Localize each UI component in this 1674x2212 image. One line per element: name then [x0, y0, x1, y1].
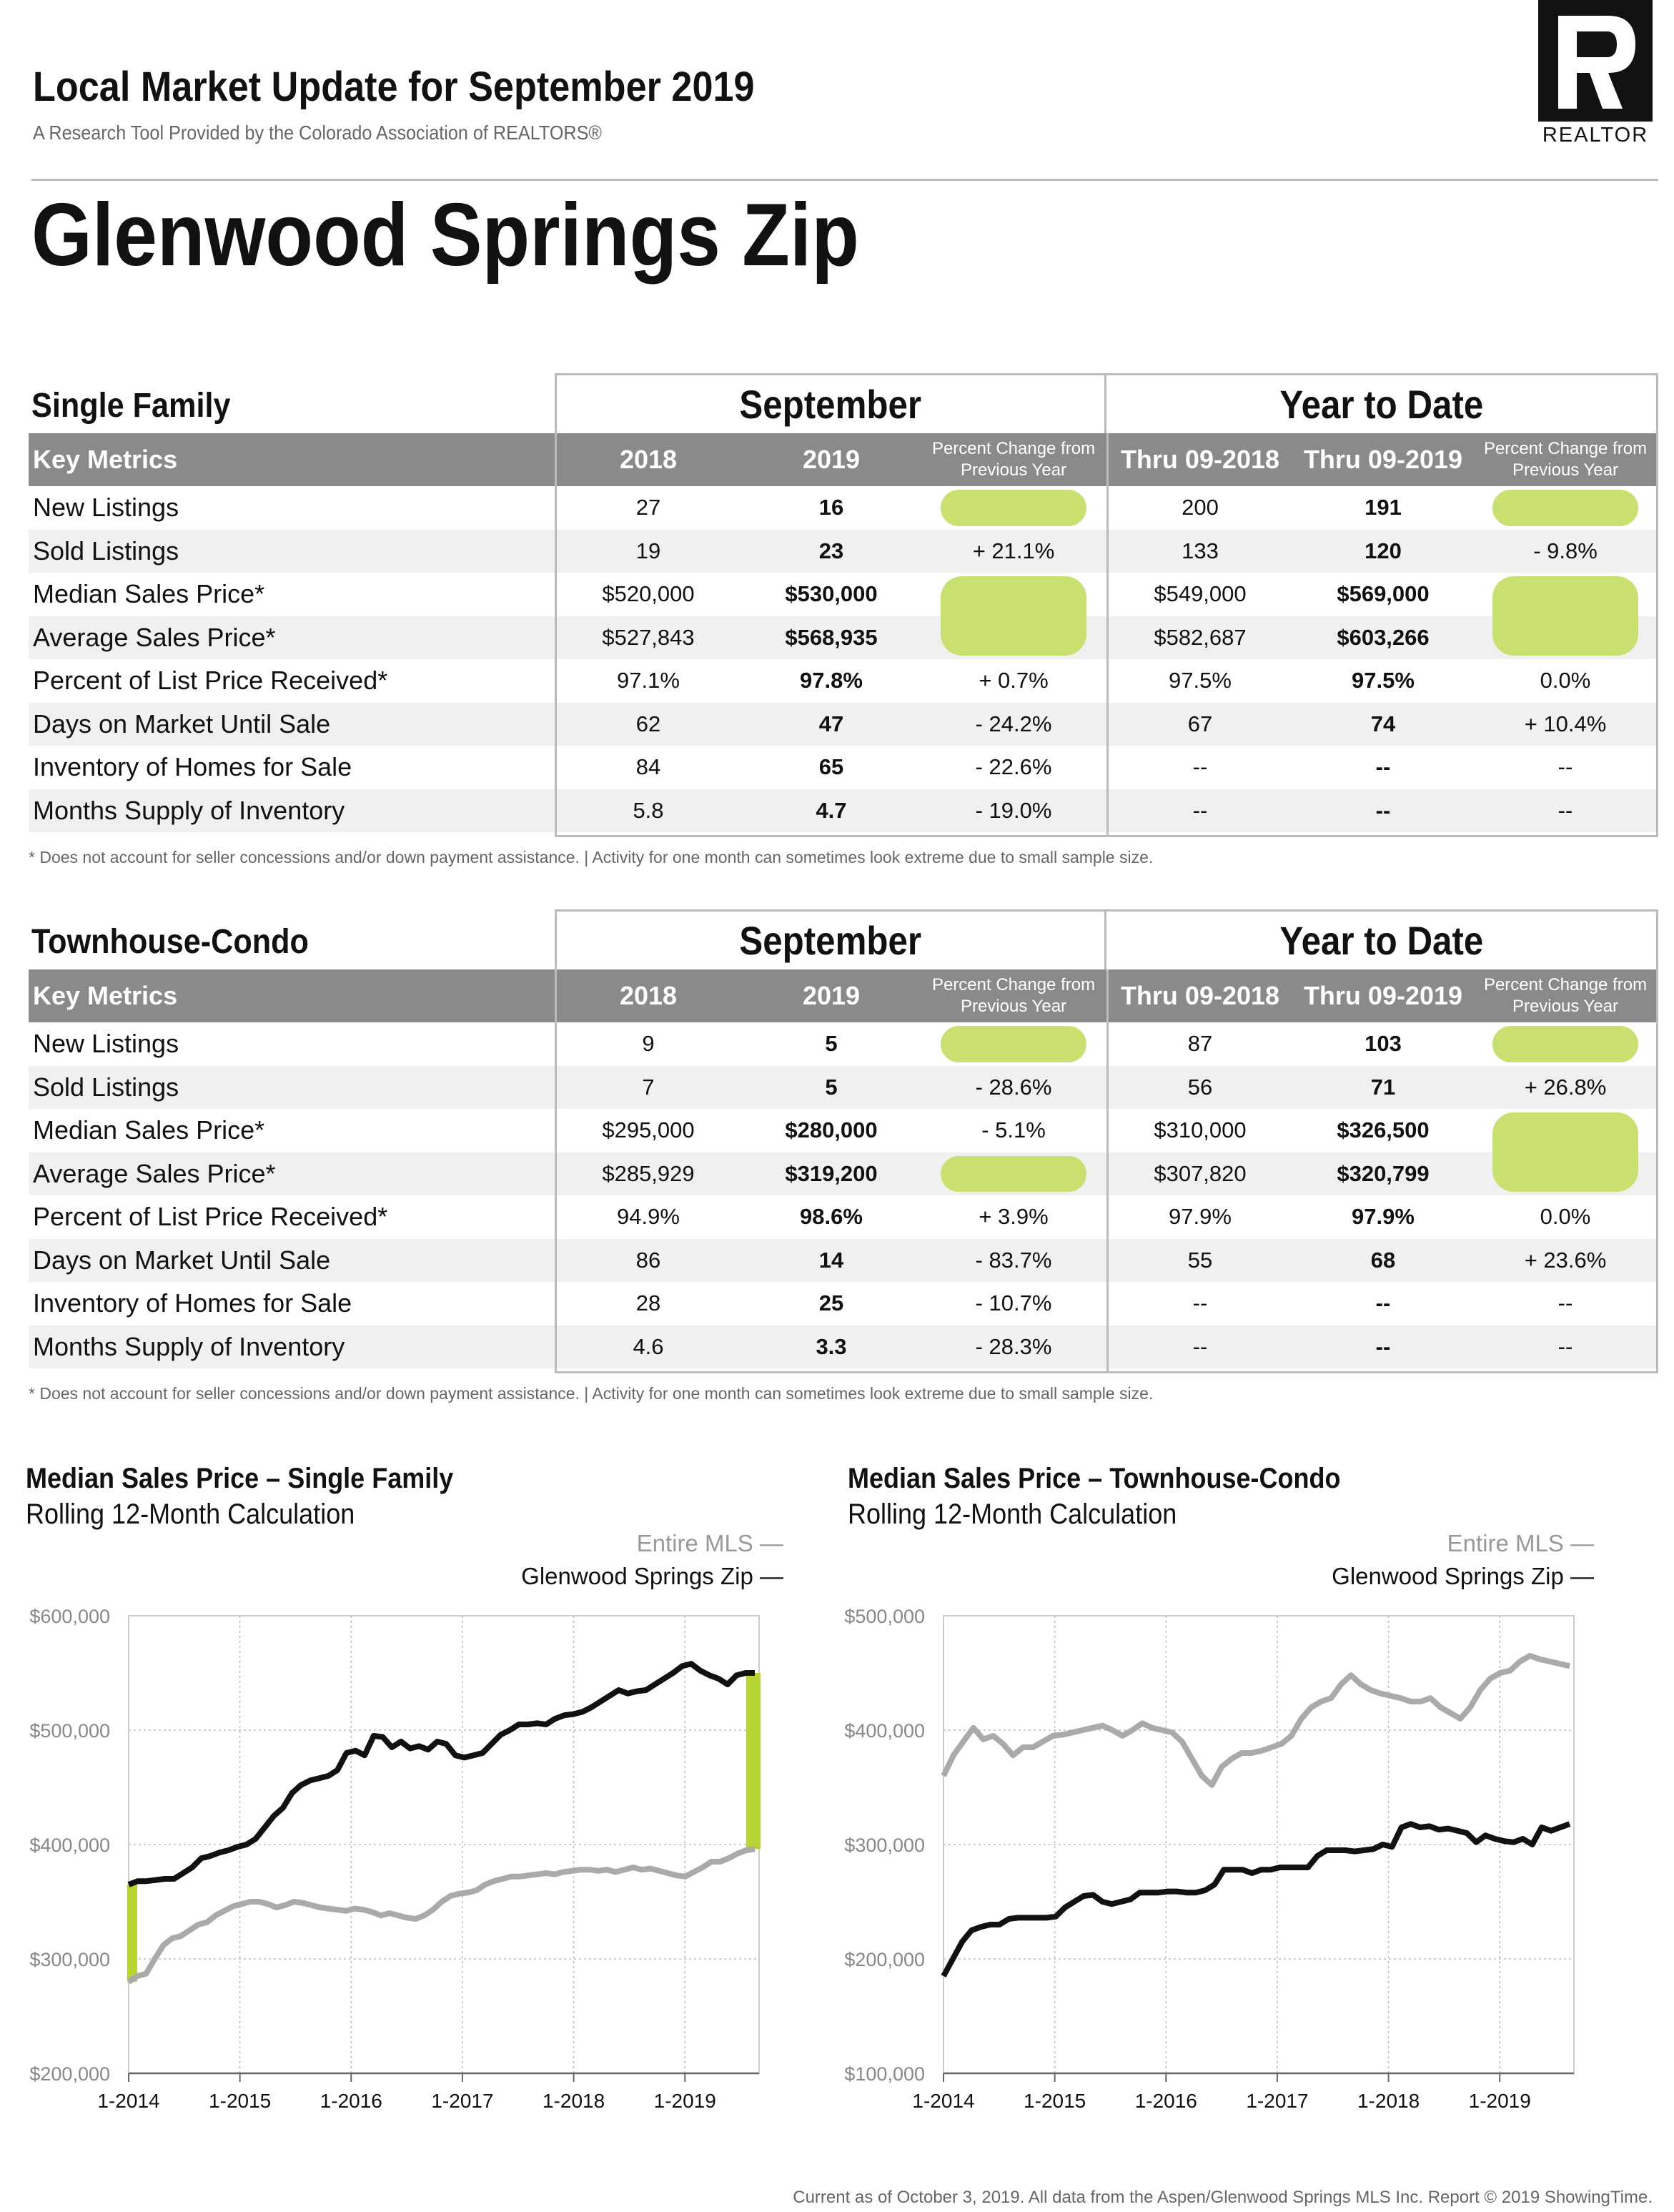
- col-pct-change-month: Percent Change from Previous Year: [931, 439, 1096, 480]
- metric-label: Days on Market Until Sale: [33, 708, 331, 739]
- metric-label: Average Sales Price*: [33, 622, 276, 652]
- value-2018: $520,000: [602, 581, 695, 607]
- chart-subtitle: Rolling 12-Month Calculation: [26, 1498, 355, 1530]
- x-tick-label: 1-2016: [320, 2090, 382, 2112]
- metric-label: New Listings: [33, 493, 179, 523]
- x-tick-label: 1-2014: [912, 2090, 975, 2112]
- value-thru-2019: 191: [1365, 495, 1402, 520]
- group-header-month: September: [555, 373, 1106, 433]
- pct-change-month: - 19.0%: [975, 797, 1052, 823]
- pct-change-ytd: 0.0%: [1540, 668, 1591, 693]
- pct-change-ytd: + 26.8%: [1524, 1074, 1607, 1100]
- value-thru-2018: $310,000: [1154, 1117, 1247, 1143]
- pct-change-ytd: --: [1557, 797, 1573, 823]
- value-2018: 62: [635, 711, 661, 736]
- y-tick-label: $200,000: [29, 2063, 110, 2085]
- value-thru-2019: $603,266: [1337, 624, 1430, 650]
- table-row: [29, 746, 1658, 789]
- value-2018: 19: [635, 538, 661, 563]
- pct-change-month: - 24.2%: [975, 711, 1052, 736]
- y-tick-label: $600,000: [29, 1606, 110, 1627]
- table-footnote: * Does not account for seller concessions and/or down payment assistance. | Activity for one month can sometimes look extreme due to small sample size.: [29, 1384, 1154, 1403]
- col-thru-2019: Thru 09-2019: [1303, 981, 1463, 1010]
- pct-change-ytd: --: [1557, 1290, 1573, 1316]
- pct-change-month: - 28.6%: [975, 1074, 1052, 1100]
- value-thru-2019: 97.9%: [1352, 1204, 1415, 1230]
- header-divider: [31, 179, 1658, 181]
- value-thru-2018: 200: [1182, 495, 1219, 520]
- gap-highlight-start: [127, 1885, 137, 1982]
- pct-change-ytd: + 10.4%: [1524, 711, 1607, 736]
- value-thru-2019: --: [1375, 797, 1391, 823]
- value-2018: 97.1%: [617, 668, 680, 693]
- value-thru-2019: 97.5%: [1352, 668, 1415, 693]
- col-2019: 2019: [802, 445, 861, 474]
- metric-label: Median Sales Price*: [33, 1115, 265, 1145]
- value-thru-2019: 103: [1365, 1031, 1402, 1057]
- value-thru-2018: --: [1192, 1290, 1208, 1316]
- change-highlight: [941, 1156, 1086, 1193]
- value-thru-2019: --: [1375, 1290, 1391, 1316]
- value-thru-2018: 87: [1187, 1031, 1213, 1057]
- value-2018: 27: [635, 495, 661, 520]
- col-thru-2019: Thru 09-2019: [1303, 445, 1463, 474]
- column-header-row: [29, 433, 1658, 486]
- value-thru-2019: 68: [1370, 1247, 1396, 1273]
- value-thru-2018: 67: [1187, 711, 1213, 736]
- value-thru-2018: --: [1192, 754, 1208, 780]
- realtor-logo: [1522, 0, 1658, 150]
- table-row: [29, 573, 1658, 616]
- value-thru-2018: --: [1192, 797, 1208, 823]
- value-2019: 23: [818, 538, 844, 563]
- y-tick-label: $300,000: [29, 1949, 110, 1970]
- value-2018: 84: [635, 754, 661, 780]
- value-2018: 86: [635, 1247, 661, 1273]
- table-row: [29, 1239, 1658, 1283]
- value-2019: $319,200: [785, 1160, 878, 1186]
- pct-change-month: - 22.6%: [975, 754, 1052, 780]
- gap-highlight-end: [746, 1673, 761, 1849]
- table-row: [29, 1282, 1658, 1325]
- value-2019: $280,000: [785, 1117, 878, 1143]
- x-tick-label: 1-2018: [542, 2090, 605, 2112]
- column-header-row: [29, 969, 1658, 1022]
- x-tick-label: 1-2019: [653, 2090, 716, 2112]
- value-2018: 94.9%: [617, 1204, 680, 1230]
- area-title: Glenwood Springs Zip: [31, 186, 859, 285]
- change-highlight: [1492, 576, 1638, 656]
- metric-label: Inventory of Homes for Sale: [33, 752, 352, 782]
- single-family-table: [29, 373, 1658, 838]
- group-header-ytd: Year to Date: [1106, 373, 1658, 433]
- value-thru-2018: $582,687: [1154, 624, 1247, 650]
- legend-area: Glenwood Springs Zip —: [1332, 1563, 1594, 1589]
- svg-text:REALTOR: REALTOR: [1542, 124, 1649, 147]
- x-tick-label: 1-2017: [431, 2090, 494, 2112]
- pct-change-month: + 3.9%: [979, 1204, 1049, 1230]
- value-thru-2018: 55: [1187, 1247, 1213, 1273]
- change-highlight: [941, 576, 1086, 656]
- table-row: [29, 1022, 1658, 1066]
- value-thru-2019: $569,000: [1337, 581, 1430, 607]
- metric-label: Months Supply of Inventory: [33, 795, 345, 825]
- pct-change-ytd: 0.0%: [1540, 1204, 1591, 1230]
- value-thru-2018: 56: [1187, 1074, 1213, 1100]
- metric-label: New Listings: [33, 1029, 179, 1059]
- value-2018: 9: [642, 1031, 655, 1057]
- metric-label: Percent of List Price Received*: [33, 1202, 388, 1232]
- pct-change-month: - 28.3%: [975, 1333, 1052, 1359]
- table-row: [29, 1066, 1658, 1110]
- value-thru-2019: --: [1375, 1333, 1391, 1359]
- chart-subtitle: Rolling 12-Month Calculation: [848, 1498, 1177, 1530]
- table-row: [29, 616, 1658, 660]
- value-2018: 7: [642, 1074, 655, 1100]
- y-tick-label: $100,000: [844, 2063, 925, 2085]
- y-tick-label: $400,000: [844, 1720, 925, 1742]
- x-tick-label: 1-2015: [1024, 2090, 1086, 2112]
- metric-label: Months Supply of Inventory: [33, 1331, 345, 1361]
- value-thru-2018: 97.9%: [1169, 1204, 1232, 1230]
- pct-change-ytd: --: [1557, 1333, 1573, 1359]
- value-thru-2019: $320,799: [1337, 1160, 1430, 1186]
- pct-change-month: - 83.7%: [975, 1247, 1052, 1273]
- value-2018: 4.6: [633, 1333, 664, 1359]
- y-tick-label: $300,000: [844, 1835, 925, 1856]
- table-row: [29, 1152, 1658, 1196]
- table-row: [29, 1325, 1658, 1369]
- col-pct-change-ytd: Percent Change from Previous Year: [1483, 439, 1648, 480]
- chart-single-family: [0, 1594, 836, 2123]
- table-row: [29, 1109, 1658, 1152]
- col-2019: 2019: [802, 981, 861, 1010]
- value-thru-2018: $307,820: [1154, 1160, 1247, 1186]
- report-subtitle: A Research Tool Provided by the Colorado Association of REALTORS®: [33, 122, 602, 144]
- value-2019: 25: [818, 1290, 844, 1316]
- value-thru-2018: 97.5%: [1169, 668, 1232, 693]
- value-2019: $568,935: [785, 624, 878, 650]
- pct-change-ytd: + 23.6%: [1524, 1247, 1607, 1273]
- value-2019: 14: [818, 1247, 844, 1273]
- section-label: Single Family: [31, 387, 231, 425]
- legend-entire-mls: Entire MLS —: [1447, 1530, 1594, 1556]
- value-2019: 98.6%: [800, 1204, 863, 1230]
- value-2019: 47: [818, 711, 844, 736]
- metric-label: Percent of List Price Received*: [33, 666, 388, 696]
- pct-change-ytd: --: [1557, 754, 1573, 780]
- change-highlight: [941, 490, 1086, 526]
- metric-label: Inventory of Homes for Sale: [33, 1288, 352, 1318]
- legend-area: Glenwood Springs Zip —: [521, 1563, 783, 1589]
- table-row: [29, 703, 1658, 746]
- col-pct-change-month: Percent Change from Previous Year: [931, 975, 1096, 1016]
- value-thru-2019: 120: [1365, 538, 1402, 563]
- pct-change-month: + 21.1%: [972, 538, 1055, 563]
- pct-change-month: - 5.1%: [981, 1117, 1046, 1143]
- pct-change-month: + 0.7%: [979, 668, 1049, 693]
- x-tick-label: 1-2015: [209, 2090, 272, 2112]
- pct-change-ytd: - 9.8%: [1533, 538, 1598, 563]
- value-2018: $295,000: [602, 1117, 695, 1143]
- x-tick-label: 1-2017: [1246, 2090, 1309, 2112]
- value-thru-2018: --: [1192, 1333, 1208, 1359]
- value-2019: 5: [825, 1031, 838, 1057]
- metric-label: Sold Listings: [33, 1072, 179, 1102]
- value-thru-2019: $326,500: [1337, 1117, 1430, 1143]
- value-thru-2019: 71: [1370, 1074, 1396, 1100]
- value-thru-2019: --: [1375, 754, 1391, 780]
- col-thru-2018: Thru 09-2018: [1120, 445, 1280, 474]
- change-highlight: [1492, 490, 1638, 526]
- section-label: Townhouse-Condo: [31, 923, 309, 961]
- metric-label: Days on Market Until Sale: [33, 1245, 331, 1275]
- value-2018: $285,929: [602, 1160, 695, 1186]
- col-2018: 2018: [619, 981, 678, 1010]
- col-pct-change-ytd: Percent Change from Previous Year: [1483, 975, 1648, 1016]
- value-2019: $530,000: [785, 581, 878, 607]
- value-2019: 16: [818, 495, 844, 520]
- value-thru-2018: 133: [1182, 538, 1219, 563]
- table-footnote: * Does not account for seller concessions and/or down payment assistance. | Activity for one month can sometimes look extreme due to small sample size.: [29, 848, 1154, 866]
- table-row: [29, 789, 1658, 833]
- y-tick-label: $500,000: [844, 1606, 925, 1627]
- table-row: [29, 486, 1658, 530]
- change-highlight: [1492, 1026, 1638, 1062]
- chart-title: Median Sales Price – Single Family: [26, 1463, 454, 1494]
- col-2018: 2018: [619, 445, 678, 474]
- table-row: [29, 659, 1658, 703]
- value-2018: 28: [635, 1290, 661, 1316]
- value-2018: 5.8: [633, 797, 664, 823]
- metric-label: Average Sales Price*: [33, 1158, 276, 1188]
- table-row: [29, 1195, 1658, 1239]
- col-thru-2018: Thru 09-2018: [1120, 981, 1280, 1010]
- x-tick-label: 1-2019: [1468, 2090, 1531, 2112]
- group-header-ytd: Year to Date: [1106, 909, 1658, 969]
- townhouse-condo-table: [29, 909, 1658, 1374]
- report-title: Local Market Update for September 2019: [33, 64, 755, 110]
- y-tick-label: $400,000: [29, 1835, 110, 1856]
- table-row: [29, 530, 1658, 573]
- legend-entire-mls: Entire MLS —: [636, 1530, 783, 1556]
- value-thru-2018: $549,000: [1154, 581, 1247, 607]
- change-highlight: [941, 1026, 1086, 1062]
- chart-title: Median Sales Price – Townhouse-Condo: [848, 1463, 1341, 1494]
- y-tick-label: $500,000: [29, 1720, 110, 1742]
- value-2019: 5: [825, 1074, 838, 1100]
- value-2018: $527,843: [602, 624, 695, 650]
- value-thru-2019: 74: [1370, 711, 1396, 736]
- col-key-metrics: Key Metrics: [33, 445, 178, 474]
- value-2019: 97.8%: [800, 668, 863, 693]
- x-tick-label: 1-2016: [1134, 2090, 1197, 2112]
- value-2019: 4.7: [816, 797, 847, 823]
- chart-townhouse-condo: [829, 1594, 1665, 2123]
- metric-label: Sold Listings: [33, 535, 179, 566]
- footer-note: Current as of October 3, 2019. All data from the Aspen/Glenwood Springs MLS Inc. Report © 2019 ShowingTime.: [793, 2188, 1653, 2207]
- pct-change-month: - 10.7%: [975, 1290, 1052, 1316]
- x-tick-label: 1-2018: [1357, 2090, 1420, 2112]
- group-header-month: September: [555, 909, 1106, 969]
- col-key-metrics: Key Metrics: [33, 981, 178, 1010]
- change-highlight: [1492, 1112, 1638, 1192]
- y-tick-label: $200,000: [844, 1949, 925, 1970]
- metric-label: Median Sales Price*: [33, 579, 265, 609]
- value-2019: 3.3: [816, 1333, 847, 1359]
- x-tick-label: 1-2014: [97, 2090, 160, 2112]
- value-2019: 65: [818, 754, 844, 780]
